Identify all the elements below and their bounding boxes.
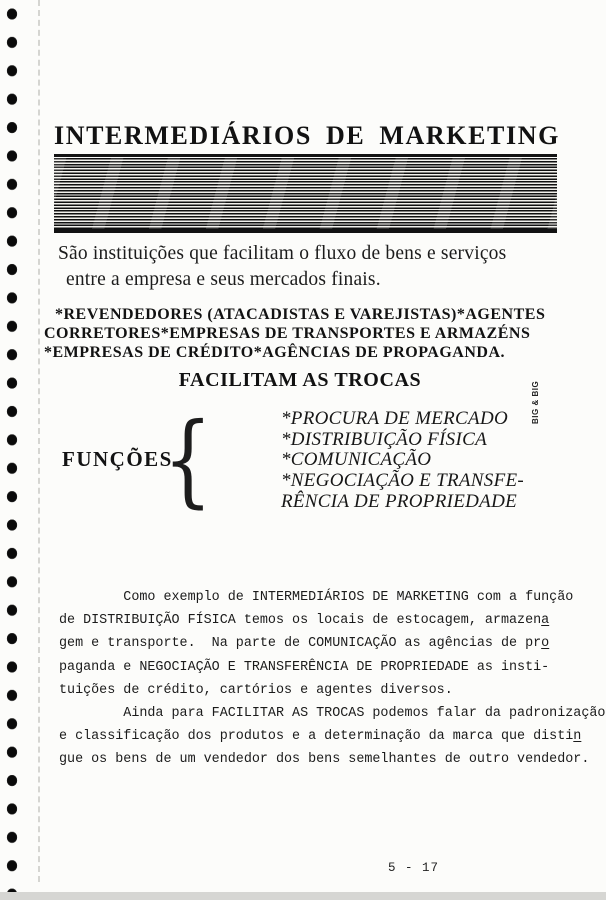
funcoes-label: FUNÇÕES [62,447,173,471]
page-number: 5 - 17 [388,861,440,875]
intermediaries-line: *EMPRESAS DE CRÉDITO*AGÊNCIAS DE PROPAGANDA. [44,343,506,361]
facilitam-heading: FACILITAM AS TROCAS [178,369,422,391]
intermediaries-list [44,306,574,362]
typewriter-line: tuições de crédito, cartórios e agentes diversos. [59,682,453,698]
body-paragraph-2 [59,702,605,772]
funcoes-brace: { [163,401,213,518]
body-paragraph-1 [59,586,573,702]
title-stripe-bar [54,158,557,233]
typewriter-line: e classificação dos produtos e a determinação da marca que distin [59,729,582,745]
big-e-big-watermark: BIG & BIG [531,380,540,424]
typewriter-line: de DISTRIBUIÇÃO FÍSICA temos os locais de estocagem, armazena [59,613,550,629]
page-title: INTERMEDIÁRIOS DE MARKETING [54,120,557,157]
typewriter-line: gem e transporte. Na parte de COMUNICAÇÃO as agências de pro [59,636,550,652]
typewriter-line: Como exemplo de INTERMEDIÁRIOS DE MARKETING com a função [59,590,574,605]
typewriter-line: gue os bens de um vendedor dos bens semelhantes de outro vendedor. [59,752,590,768]
funcoes-item: *NEGOCIAÇÃO E TRANSFE- [281,470,525,492]
funcoes-item: *COMUNICAÇÃO [281,449,432,471]
definition-line: entre a empresa e seus mercados finais. [66,269,381,290]
intermediaries-line: *REVENDEDORES (ATACADISTAS E VAREJISTAS)*AGENTES [55,306,546,323]
typewriter-line: Ainda para FACILITAR AS TROCAS podemos falar da padronização [59,706,606,721]
spiral-binding-holes [0,0,30,900]
definition-line: São instituições que facilitam o fluxo de bens e serviços [58,243,507,264]
definition-text [58,241,506,293]
intermediaries-line: CORRETORES*EMPRESAS DE TRANSPORTES E ARMAZÉNS [44,324,531,342]
scan-edge-band [0,892,606,900]
margin-rule [38,0,40,882]
funcoes-list [281,409,524,513]
typewriter-line: paganda e NEGOCIAÇÃO E TRANSFERÊNCIA DE PROPRIEDADE as insti- [59,659,550,675]
funcoes-item: *PROCURA DE MERCADO [281,408,508,429]
funcoes-item: *DISTRIBUIÇÃO FÍSICA [281,428,487,450]
funcoes-item: RÊNCIA DE PROPRIEDADE [281,490,518,512]
